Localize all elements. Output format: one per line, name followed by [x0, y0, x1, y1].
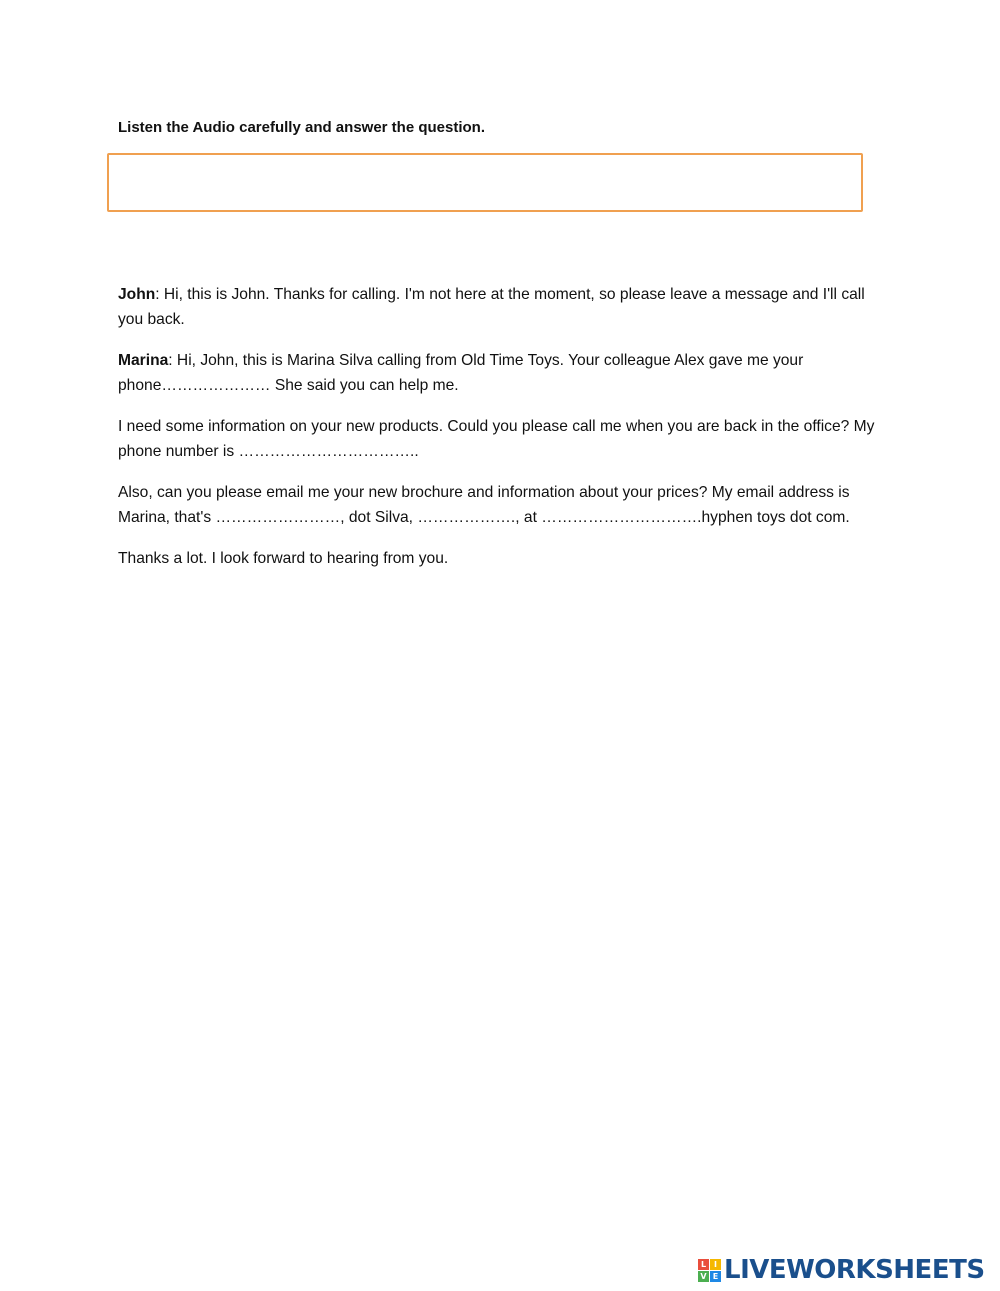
- logo-letter: L: [698, 1259, 709, 1270]
- dialogue-paragraph: Thanks a lot. I look forward to hearing from you.: [118, 550, 449, 567]
- speaker-name: John: [118, 286, 156, 303]
- liveworksheets-logo: [698, 1255, 985, 1285]
- logo-letter: V: [698, 1271, 709, 1282]
- logo-icon: [698, 1259, 721, 1282]
- dialogue-paragraph-marina: [118, 348, 888, 398]
- logo-letter: E: [710, 1271, 721, 1282]
- dialogue-text: [118, 282, 888, 587]
- dialogue-paragraph: Also, can you please email me your new brochure and information about your prices? My email address is Marina, that's ……………………, dot Silva, ………………., at ………………………….hyphen toys dot com.: [118, 484, 850, 526]
- logo-text: LIVEWORKSHEETS: [724, 1255, 985, 1285]
- dialogue-paragraph: I need some information on your new products. Could you please call me when you are back in the office? My phone number is ……………………………..: [118, 418, 875, 460]
- logo-letter: I: [710, 1259, 721, 1270]
- instruction-text: Listen the Audio carefully and answer the question.: [118, 119, 486, 136]
- dialogue-paragraph-john: [118, 282, 888, 332]
- dialogue-line: : Hi, John, this is Marina Silva calling from Old Time Toys. Your colleague Alex gave me your phone………………… She said you can help me.: [118, 352, 804, 394]
- speaker-name: Marina: [118, 352, 169, 369]
- dialogue-line: : Hi, this is John. Thanks for calling. I'm not here at the moment, so please leave a message and I'll call you back.: [118, 286, 865, 328]
- audio-answer-box[interactable]: [107, 153, 863, 212]
